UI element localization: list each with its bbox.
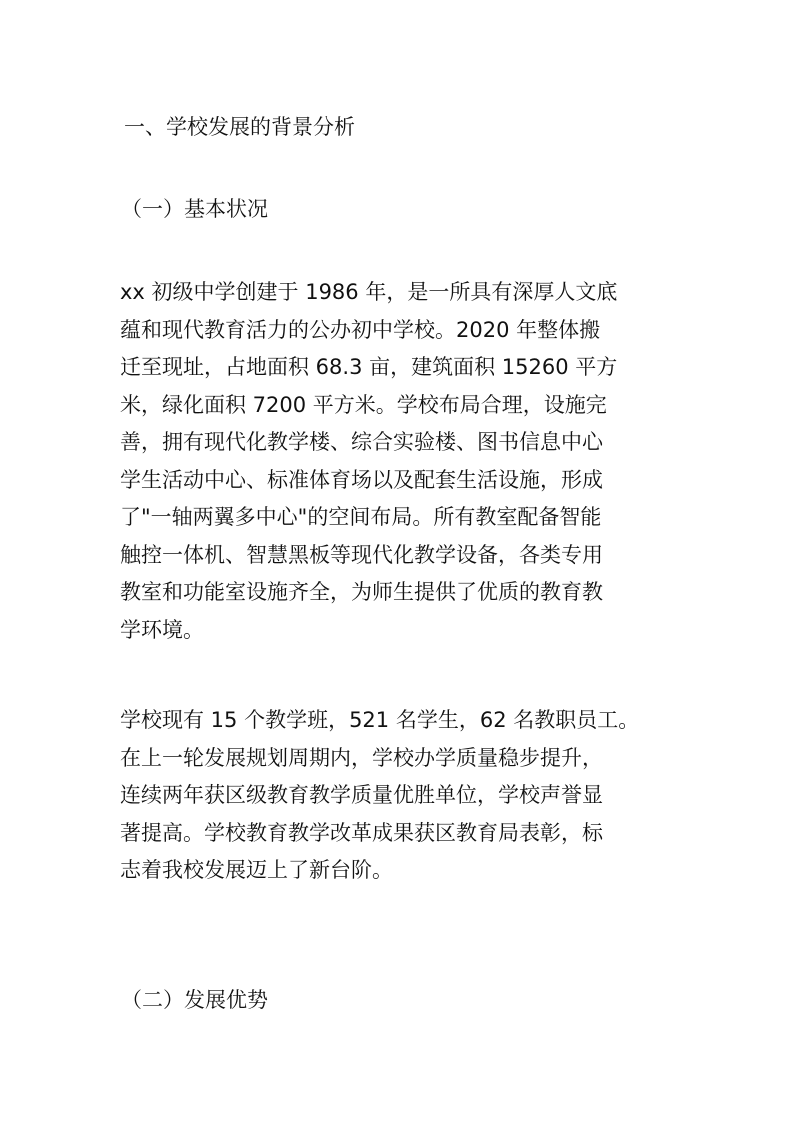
subsection-title-advantages: （二）发展优势 <box>121 988 268 1012</box>
text-line: 触控一体机、智慧黑板等现代化教学设备，各类专用 <box>120 542 603 567</box>
paragraph-school-scale <box>120 702 680 890</box>
section-title: 一、学校发展的背景分析 <box>124 115 355 139</box>
text-line: 著提高。学校教育教学改革成果获区教育局表彰，标 <box>120 820 603 845</box>
text-line: xx 初级中学创建于 1986 年，是一所具有深厚人文底 <box>120 280 618 304</box>
text-line: 善，拥有现代化教学楼、综合实验楼、图书信息中心 <box>120 430 603 454</box>
text-line: 学生活动中心、标准体育场以及配套生活设施，形成 <box>120 467 603 492</box>
text-line: 蕴和现代教育活力的公办初中学校。2020 年整体搬 <box>120 317 601 342</box>
text-line: 志着我校发展迈上了新台阶。 <box>120 858 393 882</box>
paragraph-school-overview <box>120 274 680 649</box>
text-line: 在上一轮发展规划周期内，学校办学质量稳步提升， <box>120 745 603 770</box>
text-line: 米，绿化面积 7200 平方米。学校布局合理，设施完 <box>120 392 607 417</box>
text-line: 迁至现址，占地面积 68.3 亩，建筑面积 15260 平方 <box>120 355 618 379</box>
text-line: 学校现有 15 个教学班，521 名学生，62 名教职员工。 <box>120 708 640 732</box>
text-line: 了"一轴两翼多中心"的空间布局。所有教室配备智能 <box>120 505 602 529</box>
text-line: 连续两年获区级教育教学质量优胜单位，学校声誉显 <box>120 783 603 807</box>
subsection-title-basic-status: （一）基本状况 <box>121 197 268 221</box>
text-line: 学环境。 <box>120 617 204 642</box>
text-line: 教室和功能室设施齐全，为师生提供了优质的教育教 <box>120 580 603 604</box>
